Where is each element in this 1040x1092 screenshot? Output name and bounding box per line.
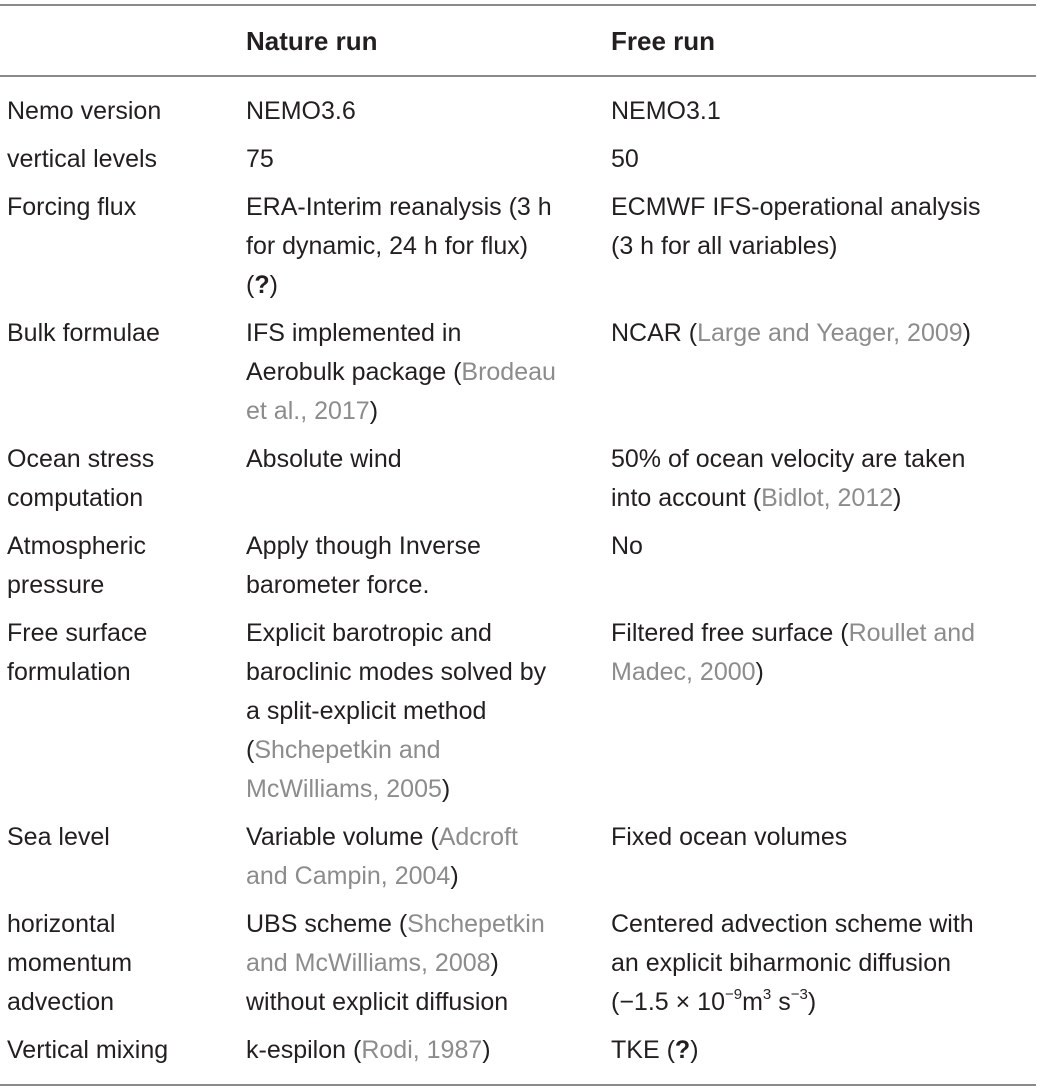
table-bottom-rule [0,1084,1036,1086]
free-free-surface-line-2 [611,653,764,692]
free-ocean-stress-line-2 [611,479,901,518]
formula-exponent: 3 [762,985,772,1003]
free-atmospheric: No [611,532,643,560]
free-ocean-stress-line-1: 50% of ocean velocity are taken [611,445,966,473]
nature-free-surface-line-3: a split-explicit method [246,697,487,725]
nature-sea-level-line-2 [246,857,459,896]
citation-link[interactable]: Brodeau [461,358,556,386]
paren-open: ( [246,736,255,764]
paren-close: ) [690,1036,699,1064]
citation-link[interactable]: Roullet and [848,619,976,647]
row-label-ocean-stress-line-2: computation [7,484,144,512]
nature-forcing-flux-line-3 [246,266,278,305]
text-fragment: UBS scheme ( [246,910,408,938]
row-label-nemo-version: Nemo version [7,97,162,125]
nature-advection-line-1 [246,905,545,944]
formula-base: (−1.5 × 10 [611,988,725,1016]
row-label-free-surface-line-1: Free surface [7,619,148,647]
paren-close: ) [369,397,379,425]
citation-link[interactable]: Rodi, 1987 [361,1036,483,1064]
paren-close: ) [450,862,459,890]
row-label-advection-line-1: horizontal [7,910,116,938]
paren-close: ) [893,484,902,512]
row-label-free-surface-line-2: formulation [7,658,131,686]
citation-link[interactable]: Shchepetkin [407,910,545,938]
free-bulk-line-1 [611,314,971,353]
free-nemo-version: NEMO3.1 [611,97,721,125]
header-free-run: Free run [611,26,716,56]
missing-citation-marker: ? [254,271,270,299]
text-fragment: Variable volume ( [246,823,439,851]
header-nature-run: Nature run [246,26,378,56]
citation-link[interactable]: Madec, 2000 [611,658,756,686]
free-vertical-levels: 50 [611,145,639,173]
citation-link[interactable]: et al., 2017 [246,397,370,425]
nature-forcing-flux-line-2: for dynamic, 24 h for flux) [246,232,529,260]
citation-link[interactable]: Shchepetkin and [254,736,441,764]
row-label-ocean-stress-line-1: Ocean stress [7,445,155,473]
text-fragment: Filtered free surface ( [611,619,849,647]
citation-link[interactable]: Adcroft [438,823,518,851]
nature-free-surface-line-2: baroclinic modes solved by [246,658,547,686]
free-advection-line-1: Centered advection scheme with [611,910,974,938]
row-label-vertical-levels: vertical levels [7,145,158,173]
row-label-atmospheric-line-1: Atmospheric [7,532,146,560]
table-top-rule [0,4,1036,6]
nature-bulk-line-2 [246,353,556,392]
nature-advection-line-3: without explicit diffusion [246,988,509,1016]
formula-unit-m: m [742,988,763,1016]
nature-bulk-line-3 [246,392,378,431]
nature-advection-line-2 [246,944,499,983]
formula-unit-s: s [771,988,791,1016]
nature-sea-level-line-1 [246,818,518,857]
free-forcing-flux-line-2: (3 h for all variables) [611,232,838,260]
citation-link[interactable]: and McWilliams, 2008 [246,949,491,977]
formula-exponent: −9 [724,985,743,1003]
paren-close: ) [807,988,817,1016]
nature-bulk-line-1: IFS implemented in [246,319,462,347]
paren-close: ) [755,658,764,686]
table-header-rule [0,75,1036,77]
paren-close: ) [490,949,499,977]
nature-free-surface-line-1: Explicit barotropic and [246,619,492,647]
paren-close: ) [482,1036,491,1064]
nature-nemo-version: NEMO3.6 [246,97,356,125]
citation-link[interactable]: and Campin, 2004 [246,862,451,890]
text-fragment: TKE ( [611,1036,675,1064]
row-label-atmospheric-line-2: pressure [7,571,105,599]
row-label-bulk-formulae: Bulk formulae [7,319,160,347]
text-fragment: Aerobulk package ( [246,358,462,386]
row-label-advection-line-3: advection [7,988,115,1016]
nature-vertical-mixing [246,1031,491,1070]
nature-atmospheric-line-1: Apply though Inverse [246,532,481,560]
text-fragment: NCAR ( [611,319,698,347]
nature-forcing-flux-line-1: ERA-Interim reanalysis (3 h [246,193,552,221]
nature-atmospheric-line-2: barometer force. [246,571,430,599]
row-label-advection-line-2: momentum [7,949,133,977]
missing-citation-marker: ? [674,1036,691,1064]
free-advection-line-2: an explicit biharmonic diffusion [611,949,952,977]
paren-open: ( [246,271,255,299]
free-advection-formula [611,983,816,1022]
free-forcing-flux-line-1: ECMWF IFS-operational analysis [611,193,981,221]
text-fragment: k-espilon ( [246,1036,362,1064]
nature-vertical-levels: 75 [246,145,274,173]
row-label-vertical-mixing: Vertical mixing [7,1036,169,1064]
text-fragment: into account ( [611,484,762,512]
free-sea-level: Fixed ocean volumes [611,823,848,851]
citation-link[interactable]: Bidlot, 2012 [761,484,894,512]
citation-link[interactable]: Large and Yeager, 2009 [697,319,963,347]
nature-free-surface-line-4 [246,731,441,770]
free-vertical-mixing [611,1031,699,1070]
free-free-surface-line-1 [611,614,975,653]
nature-ocean-stress: Absolute wind [246,445,402,473]
row-label-forcing-flux: Forcing flux [7,193,137,221]
paren-close: ) [441,775,451,803]
formula-exponent: −3 [790,985,808,1003]
nature-free-surface-line-5 [246,770,450,809]
citation-link[interactable]: McWilliams, 2005 [246,775,442,803]
paren-close: ) [962,319,971,347]
row-label-sea-level: Sea level [7,823,110,851]
paren-close: ) [269,271,278,299]
